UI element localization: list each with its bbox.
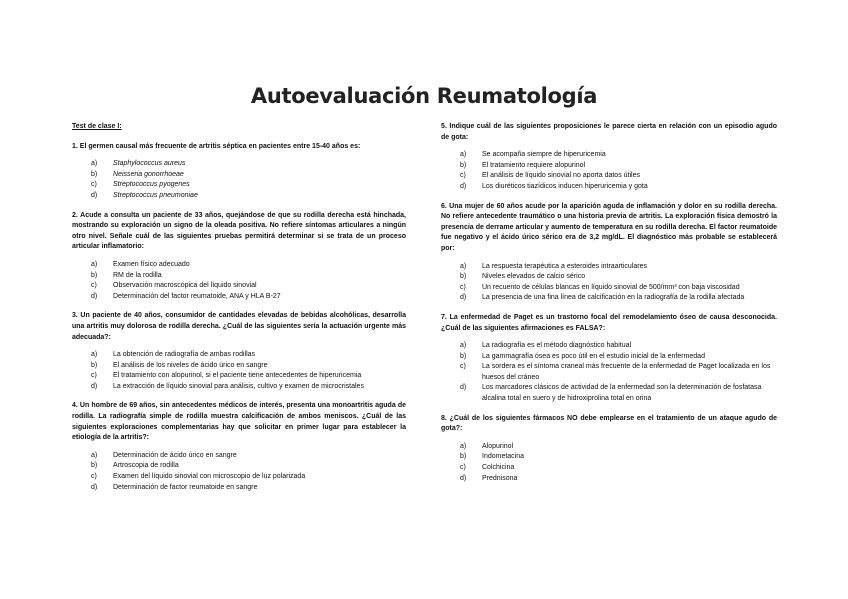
option-letter: a) xyxy=(91,451,98,459)
answer-option-d xyxy=(460,182,777,193)
question-text: 4. Un hombre de 69 años, sin antecedentes médicos de interés, presenta una monoartritis aguda de rodilla. La radiografía simple de rodilla muestra calcificación de ambos meniscos. ¿Cuál de las siguientes exploraciones complementarias hay que solicitar en primer lugar para establecer la etiología de la artritis?: xyxy=(72,402,406,442)
option-letter: d) xyxy=(460,294,467,302)
option-letter: b) xyxy=(91,462,98,470)
option-text: Los marcadores clásicos de actividad de la enfermedad son la determinación de fosfatasa alcalina total en suero y de hidroxiprolina total en orina xyxy=(482,384,762,403)
question-text: 1. El germen causal más frecuente de artritis séptica en pacientes entre 15-40 años es: xyxy=(72,142,361,150)
option-text: La extracción de líquido sinovial para análisis, cultivo y examen de microcristales xyxy=(113,382,364,390)
answer-option-a xyxy=(460,341,777,352)
question-6 xyxy=(441,202,777,304)
answer-options xyxy=(72,260,406,302)
option-text: Staphylococcus aureus xyxy=(113,160,186,168)
answer-option-c xyxy=(91,281,406,292)
option-letter: b) xyxy=(91,361,98,369)
answer-options xyxy=(72,159,406,201)
answer-option-a xyxy=(91,159,406,170)
option-letter: a) xyxy=(91,260,98,268)
option-letter: a) xyxy=(460,342,467,350)
option-text: El tratamiento con alopurinol, si el paciente tiene antecedentes de hiperuricemia xyxy=(113,372,362,380)
answer-option-a xyxy=(460,262,777,273)
option-letter: a) xyxy=(460,151,467,159)
answer-option-c xyxy=(91,371,406,382)
option-letter: c) xyxy=(460,363,466,371)
option-text: Streptococcus pyogenes xyxy=(113,181,190,189)
option-letter: a) xyxy=(91,351,98,359)
answer-options xyxy=(72,350,406,392)
answer-option-a xyxy=(91,451,406,462)
option-text: Artroscopia de rodilla xyxy=(113,462,179,470)
option-letter: b) xyxy=(460,273,467,281)
option-text: Examen del líquido sinovial con microscopio de luz polarizada xyxy=(113,473,306,481)
option-letter: a) xyxy=(91,160,98,168)
question-3 xyxy=(72,311,406,392)
option-letter: c) xyxy=(91,473,97,481)
option-letter: b) xyxy=(91,170,98,178)
option-letter: d) xyxy=(91,292,98,300)
answer-option-a xyxy=(91,350,406,361)
answer-options xyxy=(441,442,777,484)
option-text: Niveles elevados de calcio sérico xyxy=(482,273,586,281)
answer-option-d xyxy=(460,293,777,304)
answer-option-b xyxy=(460,452,777,463)
answer-option-a xyxy=(460,442,777,453)
option-text: Se acompaña siempre de hiperuricemia xyxy=(482,151,606,159)
option-letter: b) xyxy=(460,453,467,461)
answer-options xyxy=(72,451,406,493)
question-7 xyxy=(441,313,777,405)
option-text: Determinación de factor reumatoide en sangre xyxy=(113,483,258,491)
option-letter: d) xyxy=(460,384,467,392)
answer-option-a xyxy=(91,260,406,271)
answer-options xyxy=(441,150,777,192)
answer-option-c xyxy=(460,171,777,182)
answer-option-b xyxy=(91,170,406,181)
answer-option-b xyxy=(460,272,777,283)
option-letter: d) xyxy=(460,474,467,482)
option-letter: c) xyxy=(460,172,466,180)
answer-option-d xyxy=(460,383,777,404)
question-1 xyxy=(72,142,406,202)
option-text: El tratamiento requiere alopurinol xyxy=(482,161,586,169)
option-text: Streptococcus pneumoniae xyxy=(113,191,198,199)
question-text: 5. Indique cuál de las siguientes proposiciones le parece cierta en relación con un episodio agudo de gota: xyxy=(441,123,777,141)
right-column xyxy=(441,122,777,493)
option-letter: c) xyxy=(91,372,97,380)
option-letter: d) xyxy=(91,382,98,390)
question-2 xyxy=(72,211,406,303)
option-text: La radiografía es el método diagnóstico habitual xyxy=(482,342,632,350)
question-text: 8. ¿Cuál de los siguientes fármacos NO debe emplearse en el tratamiento de un ataque agudo de gota?: xyxy=(441,414,777,433)
option-letter: b) xyxy=(91,271,98,279)
answer-option-d xyxy=(460,474,777,485)
answer-option-c xyxy=(91,180,406,191)
answer-option-a xyxy=(460,150,777,161)
answer-option-d xyxy=(91,382,406,393)
answer-option-b xyxy=(91,461,406,472)
option-text: RM de la rodilla xyxy=(113,271,162,279)
option-text: La obtención de radiografía de ambas rodillas xyxy=(113,351,256,359)
answer-option-c xyxy=(460,362,777,383)
option-text: Determinación del factor reumatoide, ANA y HLA B-27 xyxy=(113,292,281,300)
option-text: La gammagrafía ósea es poco útil en el estudio inicial de la enfermedad xyxy=(482,352,705,360)
question-text: 7. La enfermedad de Paget es un trastorno focal del remodelamiento óseo de causa desconocida. ¿Cuál de las siguientes afirmaciones es FALSA?: xyxy=(441,313,777,332)
option-letter: d) xyxy=(91,483,98,491)
question-8 xyxy=(441,414,777,485)
option-text: Alopurinol xyxy=(482,442,514,450)
option-letter: d) xyxy=(460,182,467,190)
option-text: Determinación de ácido úrico en sangre xyxy=(113,451,237,459)
option-letter: d) xyxy=(91,191,98,199)
option-letter: c) xyxy=(460,283,466,291)
option-text: Los diuréticos tiazídicos inducen hiperuricemia y gota xyxy=(482,182,648,190)
option-letter: c) xyxy=(91,181,97,189)
option-text: Neisseria gonorrhoeae xyxy=(113,170,184,178)
option-text: La sordera es el síntoma craneal más frecuente de la enfermedad de Paget localizada en los huesos del cráneo xyxy=(482,363,771,381)
option-text: Indometacina xyxy=(482,453,525,461)
option-text: La presencia de una fina línea de calcificación en la radiografía de la rodilla afectada xyxy=(482,294,745,302)
option-text: Observación macroscópica del líquido sinovial xyxy=(113,282,257,290)
option-text: Un recuento de células blancas en líquido sinovial de 500/mm³ con baja viscosidad xyxy=(482,283,740,291)
page-title: Autoevaluación Reumatología xyxy=(250,84,598,108)
option-text: Colchicina xyxy=(482,464,515,472)
question-text: 6. Una mujer de 60 años acude por la aparición aguda de inflamación y dolor en su rodilla derecha. No refiere antecedente traumático o una historia previa de artritis. La exploración física demostró la presencia de derrame articular y aumento de temperatura en su rodilla derecha. El factor reumatoide fue negativo y el ácido úrico sérico era de 3,2 mg/dL. El diagnóstico más probable se establecerá por: xyxy=(441,202,777,252)
option-letter: b) xyxy=(460,352,467,360)
option-letter: b) xyxy=(460,161,467,169)
option-letter: a) xyxy=(460,442,467,450)
answer-option-c xyxy=(460,463,777,474)
option-letter: c) xyxy=(91,282,97,290)
answer-options xyxy=(441,341,777,405)
option-text: La respuesta terapéutica a esteroides intraarticulares xyxy=(482,262,647,270)
question-5 xyxy=(441,122,777,193)
option-letter: a) xyxy=(460,262,467,270)
question-4 xyxy=(72,401,406,493)
answer-option-c xyxy=(91,472,406,483)
option-text: El análisis de líquido sinovial no aporta datos útiles xyxy=(482,172,640,180)
option-letter: c) xyxy=(460,464,466,472)
option-text: Examen físico adecuado xyxy=(113,260,190,268)
option-text: El análisis de los niveles de ácido úrico en sangre xyxy=(113,361,268,369)
answer-option-b xyxy=(91,271,406,282)
left-column xyxy=(72,122,406,502)
answer-option-b xyxy=(91,361,406,372)
answer-option-b xyxy=(460,161,777,172)
option-text: Prednisona xyxy=(482,474,518,482)
answer-option-c xyxy=(460,283,777,294)
answer-option-d xyxy=(91,191,406,202)
test-label: Test de clase I: xyxy=(72,123,122,130)
answer-options xyxy=(441,262,777,304)
answer-option-d xyxy=(91,292,406,303)
question-text: 3. Un paciente de 40 años, consumidor de cantidades elevadas de bebidas alcohólicas, desarrolla una artritis muy dolorosa de rodilla derecha. ¿Cuál de las siguientes sería la actuación urgente más adecuada?: xyxy=(72,312,406,341)
answer-option-d xyxy=(91,483,406,494)
answer-option-b xyxy=(460,352,777,363)
question-text: 2. Acude a consulta un paciente de 33 años, quejándose de que su rodilla derecha está hinchada, mostrando su exploración un signo de la oleada positiva. No refiere síntomas articulares a ningún otro nivel. Señale cuál de las siguientes pruebas permitirá determinar si se trata de un proceso articular inflamatorio: xyxy=(72,211,406,251)
